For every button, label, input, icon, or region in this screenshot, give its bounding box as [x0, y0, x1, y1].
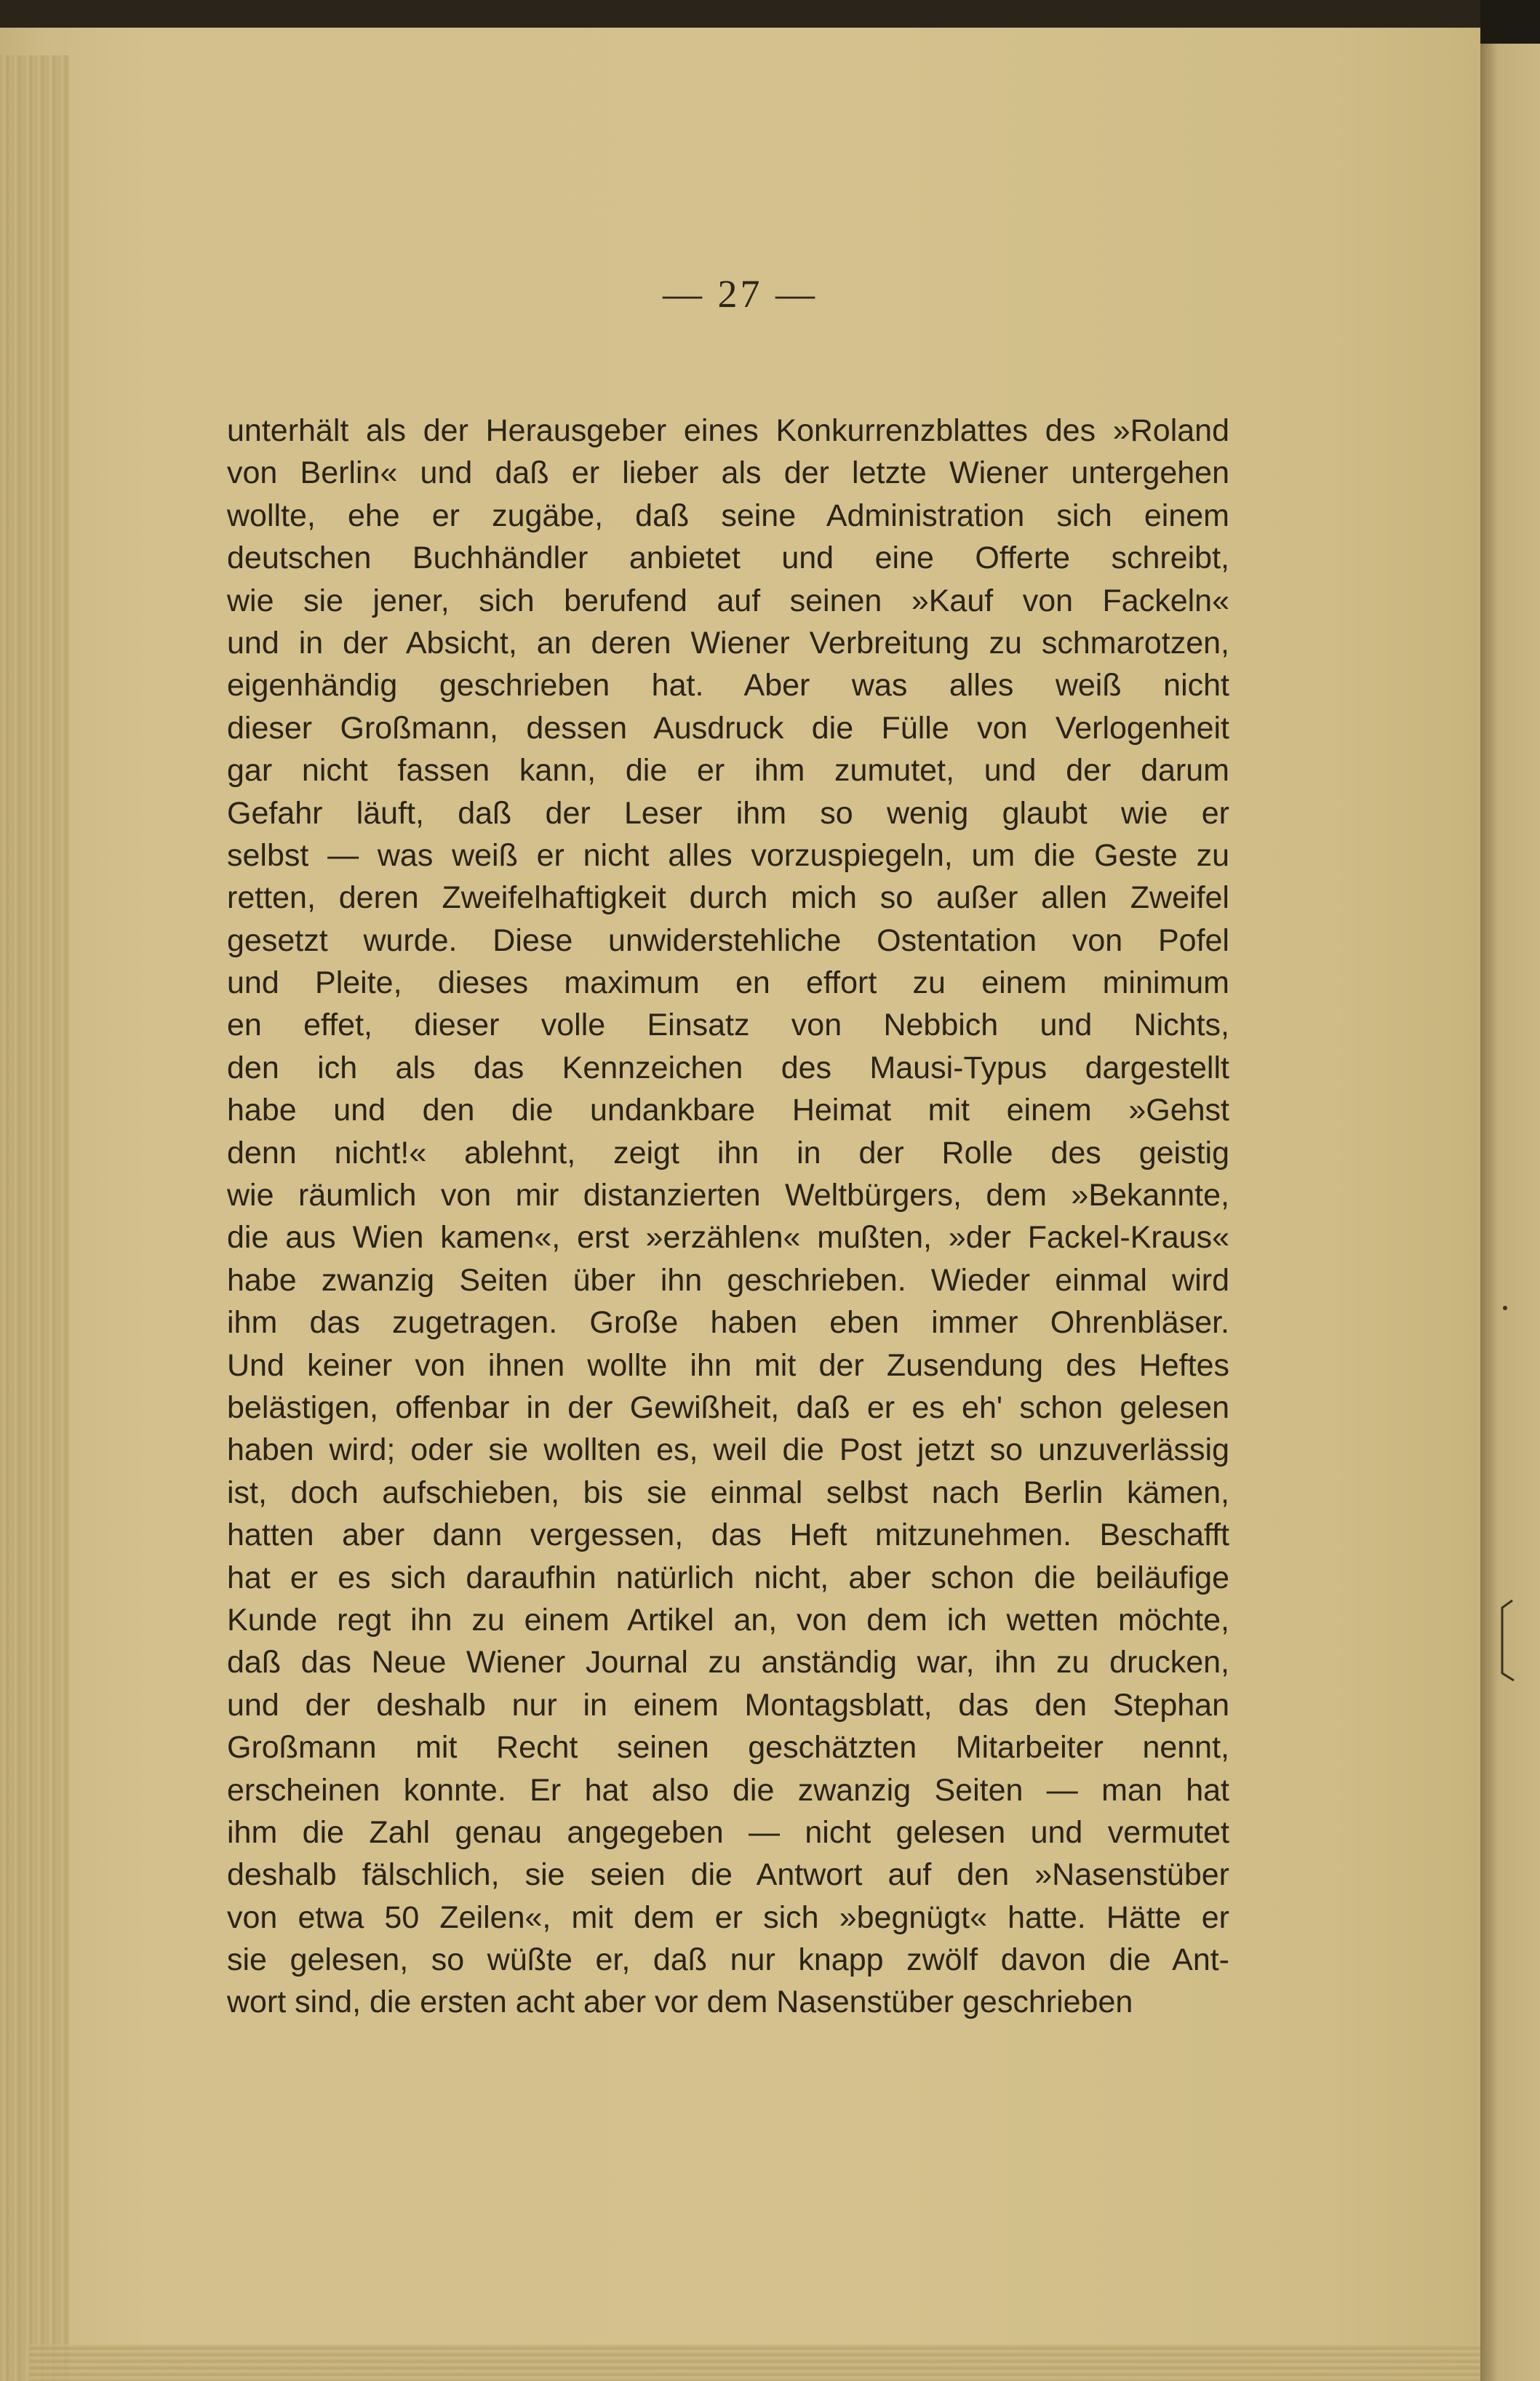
text-line: von etwa 50 Zeilen«, mit dem er sich »begnügt« hatte. Hätte er	[227, 1899, 1229, 1935]
text-line: daß das Neue Wiener Journal zu anständig war, ihn zu drucken,	[227, 1645, 1229, 1680]
text-line: erscheinen konnte. Er hat also die zwanzig Seiten — man hat	[227, 1772, 1229, 1808]
text-line: deutschen Buchhändler anbietet und eine Offerte schreibt,	[227, 541, 1229, 576]
body-text	[227, 410, 1229, 2024]
text-line: selbst — was weiß er nicht alles vorzuspiegeln, um die Geste zu	[227, 837, 1229, 873]
text-line: habe zwanzig Seiten über ihn geschrieben. Wieder einmal wird	[227, 1262, 1229, 1298]
text-line: und Pleite, dieses maximum en effort zu einem minimum	[227, 965, 1229, 1001]
page-bottom-edge	[29, 2345, 1480, 2381]
text-line: gar nicht fassen kann, die er ihm zumutet, und der darum	[227, 753, 1229, 789]
text-line: haben wird; oder sie wollten es, weil die Post jetzt so unzuverlässig	[227, 1432, 1229, 1468]
page-stack-edge	[0, 55, 69, 2381]
text-line: Gefahr läuft, daß der Leser ihm so wenig glaubt wie er	[227, 795, 1229, 831]
pencil-bracket-mark	[1480, 44, 1540, 2381]
text-line: den ich als das Kennzeichen des Mausi-Typus dargestellt	[227, 1050, 1229, 1085]
text-line: sie gelesen, so wüßte er, daß nur knapp zwölf davon die Ant-	[227, 1942, 1229, 1978]
text-line: wort sind, die ersten acht aber vor dem Nasenstüber geschrieben	[227, 1985, 1133, 2020]
text-line: Und keiner von ihnen wollte ihn mit der Zusendung des Heftes	[227, 1347, 1229, 1383]
text-line: unterhält als der Herausgeber eines Konkurrenzblattes des »Roland	[227, 413, 1229, 448]
text-line: retten, deren Zweifelhaftigkeit durch mich so außer allen Zweifel	[227, 880, 1229, 916]
text-line: ihm die Zahl genau angegeben — nicht gelesen und vermutet	[227, 1814, 1229, 1850]
text-line: und der deshalb nur in einem Montagsblatt, das den Stephan	[227, 1687, 1229, 1723]
text-line: von Berlin« und daß er lieber als der letzte Wiener untergehen	[227, 455, 1229, 491]
text-line: wie räumlich von mir distanzierten Weltbürgers, dem »Bekannte,	[227, 1178, 1229, 1213]
text-line: wie sie jener, sich berufend auf seinen »Kauf von Fackeln«	[227, 583, 1229, 618]
text-line: belästigen, offenbar in der Gewißheit, daß er es eh' schon gelesen	[227, 1389, 1229, 1425]
text-line: hatten aber dann vergessen, das Heft mitzunehmen. Beschafft	[227, 1517, 1229, 1553]
text-line: habe und den die undankbare Heimat mit einem »Gehst	[227, 1093, 1229, 1128]
page-number: — 27 —	[663, 272, 818, 316]
text-line: hat er es sich daraufhin natürlich nicht, aber schon die beiläufige	[227, 1560, 1229, 1595]
text-line: denn nicht!« ablehnt, zeigt ihn in der Rolle des geistig	[227, 1135, 1229, 1170]
adjacent-page-edge	[1480, 44, 1540, 2381]
text-line: dieser Großmann, dessen Ausdruck die Fülle von Verlogenheit	[227, 710, 1229, 746]
text-line: die aus Wien kamen«, erst »erzählen« mußten, »der Fackel-Kraus«	[227, 1220, 1229, 1256]
text-line: deshalb fälschlich, sie seien die Antwort auf den »Nasenstüber	[227, 1857, 1229, 1893]
text-line: wollte, ehe er zugäbe, daß seine Administration sich einem	[227, 498, 1229, 533]
text-line: Großmann mit Recht seinen geschätzten Mitarbeiter nennt,	[227, 1730, 1229, 1766]
text-line: und in der Absicht, an deren Wiener Verbreitung zu schmarotzen,	[227, 625, 1229, 661]
text-line: gesetzt wurde. Diese unwiderstehliche Ostentation von Pofel	[227, 922, 1229, 958]
text-line: ihm das zugetragen. Große haben eben immer Ohrenbläser.	[227, 1305, 1229, 1341]
text-line: en effet, dieser volle Einsatz von Nebbich und Nichts,	[227, 1008, 1229, 1043]
text-line: eigenhändig geschrieben hat. Aber was alles weiß nicht	[227, 668, 1229, 703]
text-line: ist, doch aufschieben, bis sie einmal selbst nach Berlin kämen,	[227, 1475, 1229, 1510]
text-line: Kunde regt ihn zu einem Artikel an, von dem ich wetten möchte,	[227, 1602, 1229, 1638]
